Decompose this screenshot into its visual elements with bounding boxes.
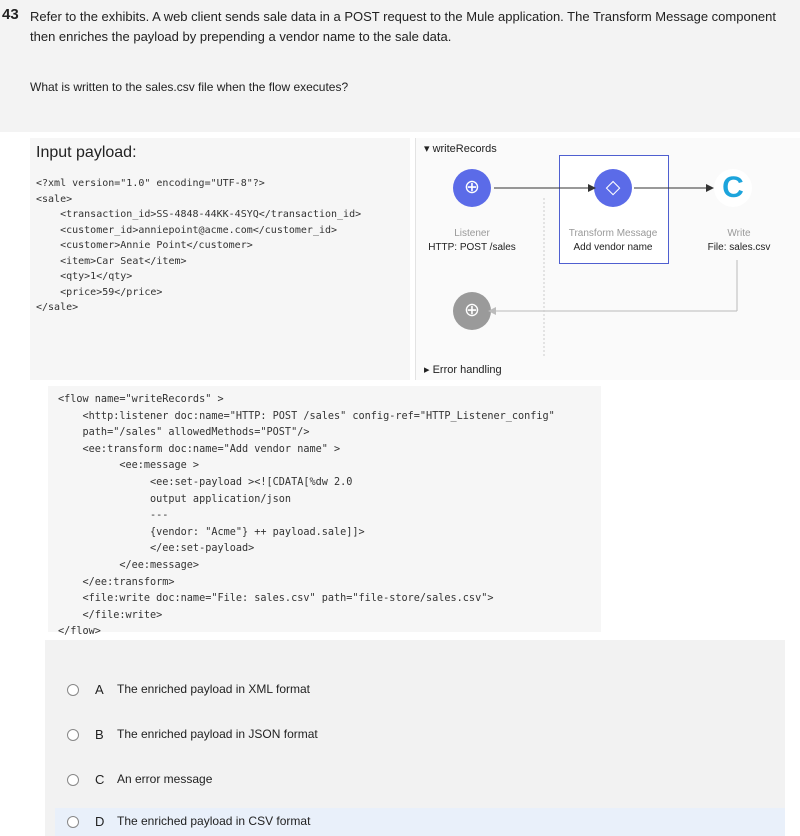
transform-name: Add vendor name [573,242,653,253]
xml-payload [36,176,361,316]
xml-line: <transaction_id>SS-4848-44KK-4SYQ</transaction_id> [36,209,362,220]
option-letter: A [95,682,104,697]
code-line: </ee:set-payload> [58,543,255,555]
xml-line: <customer>Annie Point</customer> [36,240,253,251]
transform-type: Transform Message [568,228,658,239]
code-line: </flow> [58,626,101,638]
radio-button[interactable] [67,729,79,741]
option-text: An error message [117,772,213,786]
flow-name: writeRecords [432,143,497,155]
xml-line: <?xml version="1.0" encoding="UTF-8"?> [36,178,265,189]
xml-line: <customer_id>anniepoint@acme.com</customer_id> [36,224,338,236]
listener-type: Listener [454,228,490,239]
code-line: <http:listener doc:name="HTTP: POST /sales" config-ref="HTTP_Listener_config" [58,410,555,422]
writer-name: File: sales.csv [707,242,771,253]
transform-icon[interactable]: ◇ [594,169,632,207]
code-line: --- [58,510,169,522]
option-text: The enriched payload in JSON format [117,727,318,741]
question-panel [0,0,800,132]
flow-xml-code [48,386,601,638]
xml-line: <item>Car Seat</item> [36,255,187,267]
question-text: Refer to the exhibits. A web client sends sale data in a POST request to the Mule application. The Transform Message component then enriches the payload by prepending a vendor name to the sale data. [30,9,776,44]
globe-icon[interactable]: ⊕ [453,169,491,207]
xml-line: </sale> [36,302,79,313]
option-letter: D [95,814,105,829]
input-payload-exhibit [30,138,410,380]
code-line: <flow name="writeRecords" > [58,394,224,405]
error-handling-toggle[interactable]: ▸ Error handling [424,364,502,376]
code-line: output application/json [58,493,292,505]
flow-title[interactable]: ▾ writeRecords [424,143,497,155]
error-handling-label: Error handling [432,364,502,376]
code-line: {vendor: "Acme"} ++ payload.sale]]> [58,526,365,538]
code-block [58,392,555,641]
code-line: <file:write doc:name="File: sales.csv" path="file-store/sales.csv"> [58,593,494,605]
code-line: </ee:transform> [58,576,175,588]
radio-button[interactable] [67,816,79,828]
writer-type: Write [727,228,751,239]
question-prompt: What is written to the sales.csv file when the flow executes? [30,80,349,94]
option-c[interactable] [55,766,785,794]
question-number: 43 [2,6,19,23]
option-text: The enriched payload in XML format [117,682,310,696]
code-line: </file:write> [58,609,163,621]
option-letter: C [95,772,105,787]
code-line: path="/sales" allowedMethods="POST"/> [58,427,310,439]
option-letter: B [95,727,104,742]
xml-line: <qty>1</qty> [36,271,133,282]
option-text: The enriched payload in CSV format [117,814,311,828]
xml-line: <sale> [36,193,73,205]
exhibit-title: Input payload: [36,144,137,161]
xml-line: <price>59</price> [36,286,163,298]
option-d[interactable] [55,808,785,836]
code-line: <ee:set-payload ><![CDATA[%dw 2.0 [58,476,353,488]
radio-button[interactable] [67,774,79,786]
option-a[interactable] [55,676,785,704]
option-b[interactable] [55,721,785,749]
code-line: <ee:message > [58,460,200,472]
error-globe-icon[interactable]: ⊕ [453,292,491,330]
radio-button[interactable] [67,684,79,696]
file-write-icon[interactable]: C [714,169,752,207]
code-line: </ee:message> [58,559,200,571]
flow-diagram [415,138,800,380]
code-line: <ee:transform doc:name="Add vendor name" > [58,443,341,455]
listener-name: HTTP: POST /sales [428,242,516,253]
flow-connectors [416,138,800,380]
answer-options [45,640,785,836]
